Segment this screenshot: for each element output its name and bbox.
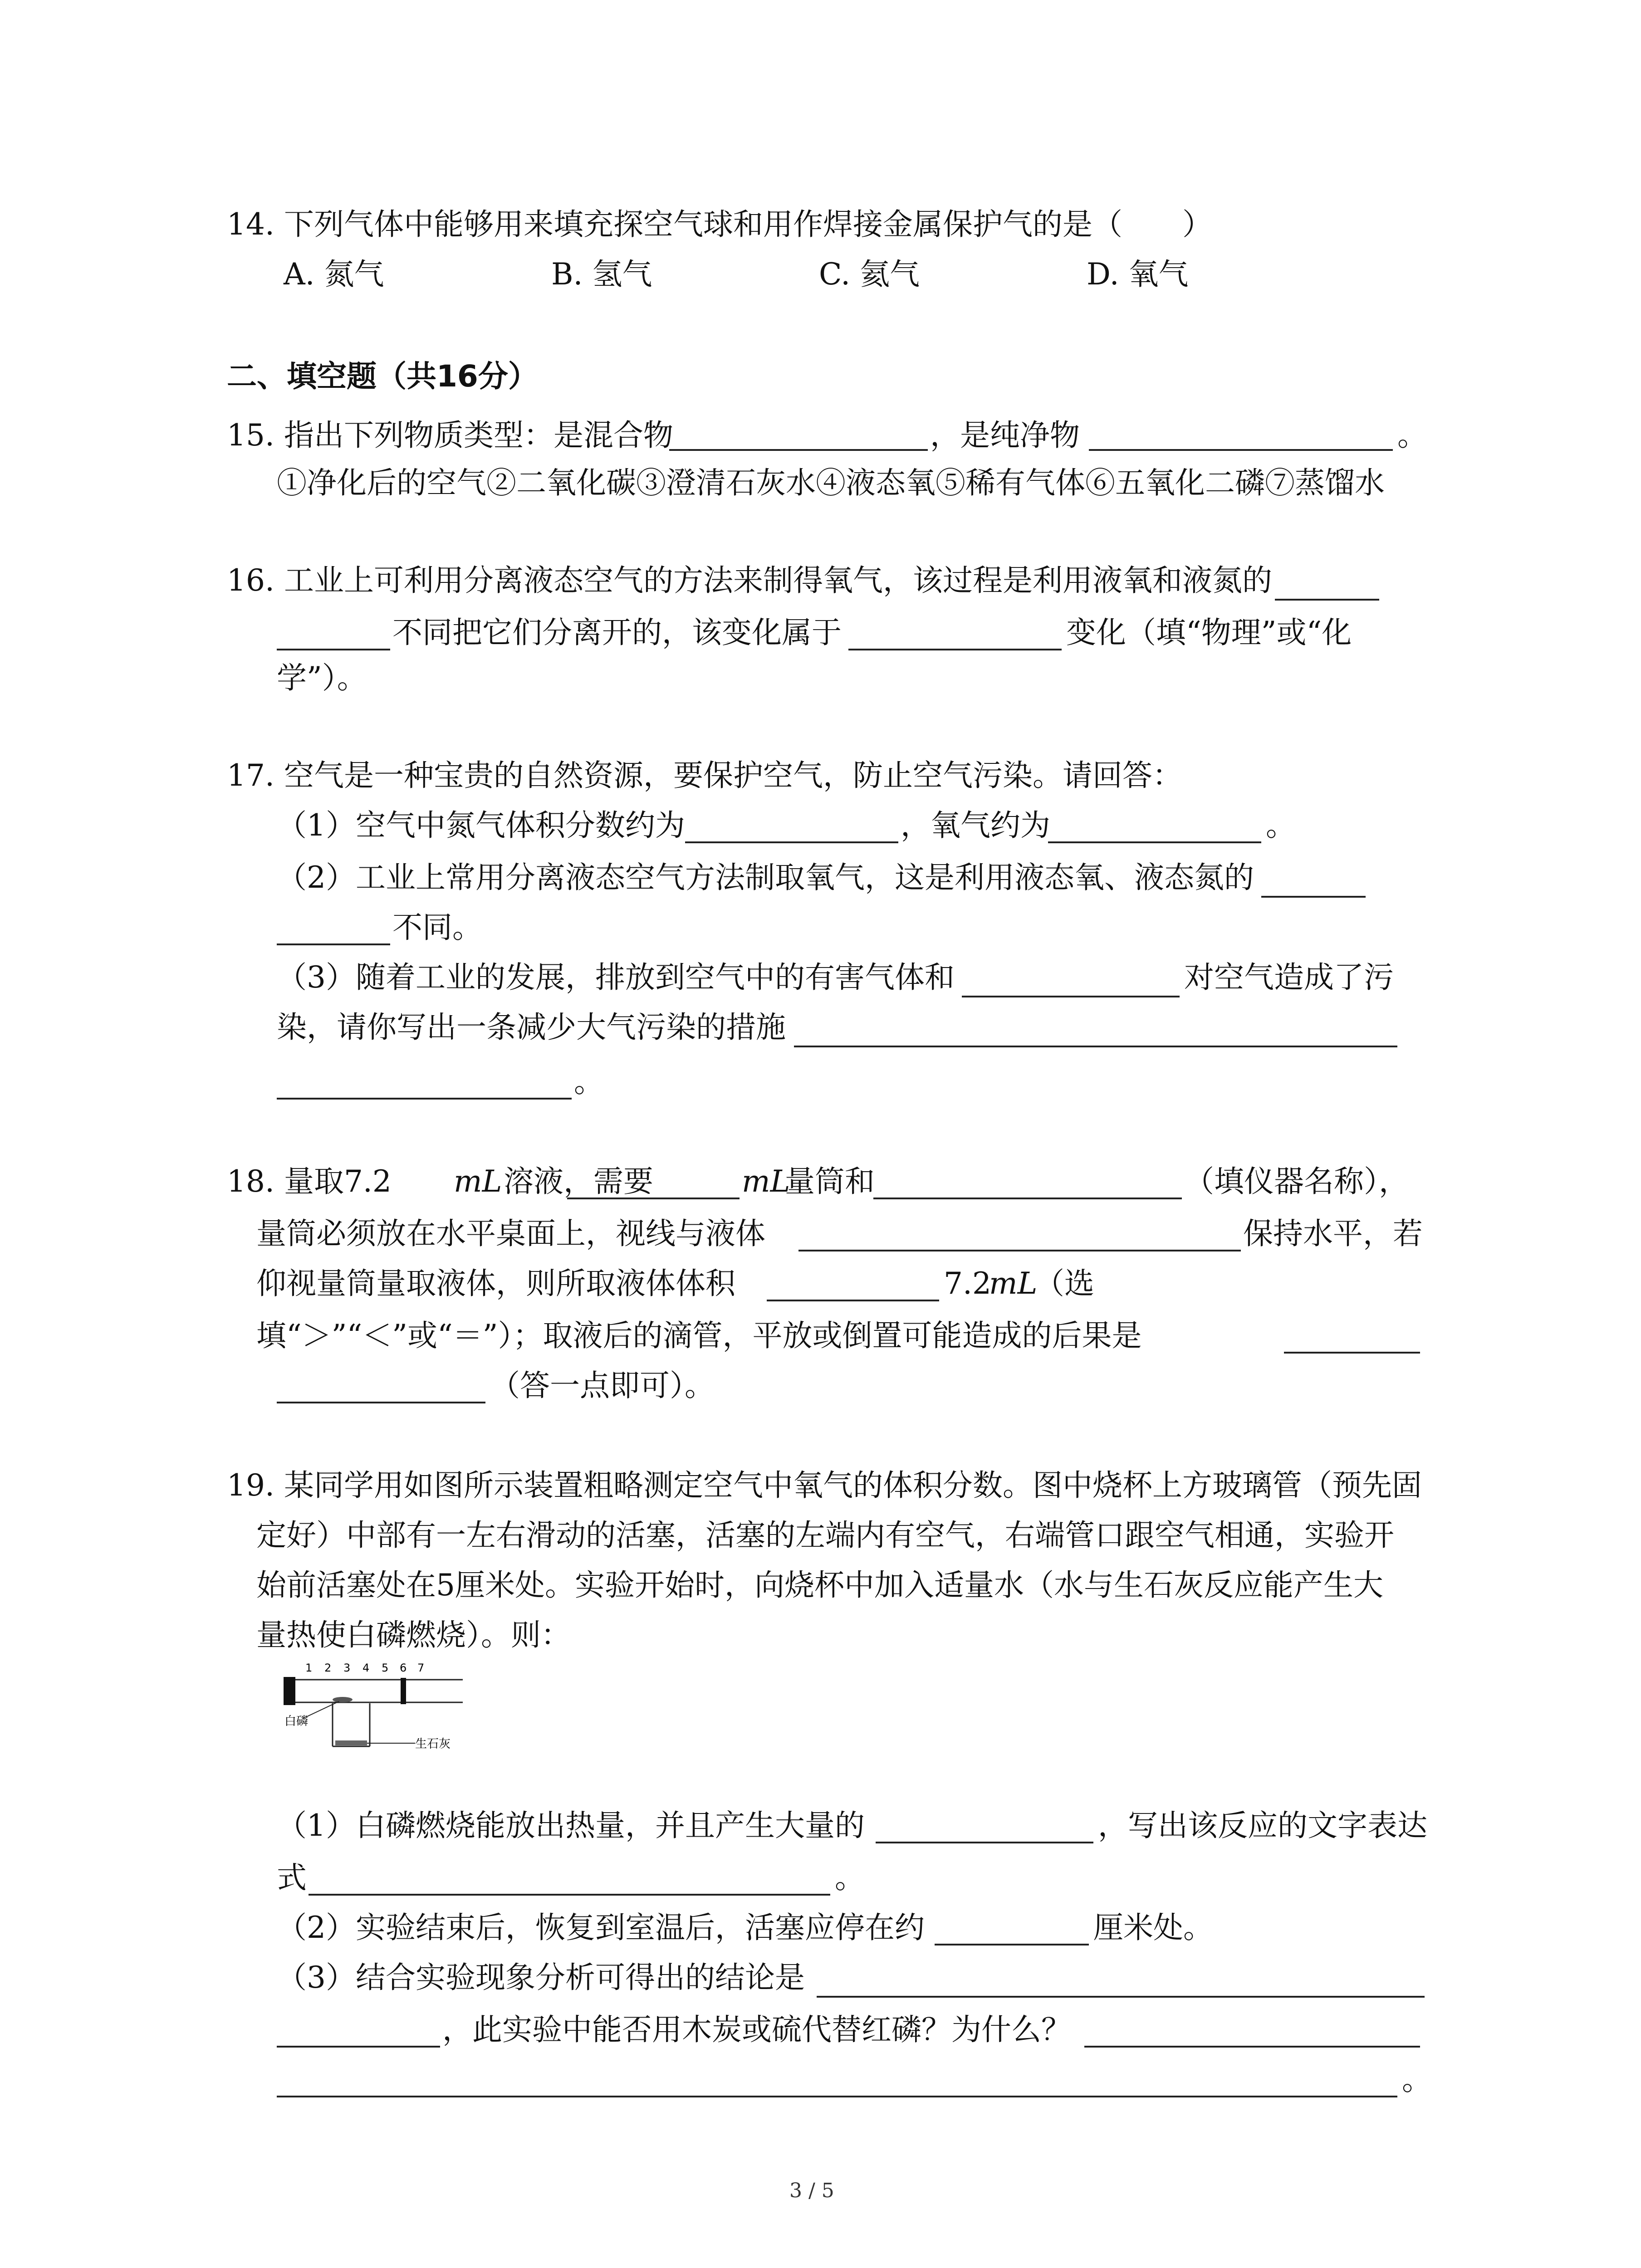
q18-unit-ml-2: mL xyxy=(742,1164,790,1199)
q16-line2b: 变化（填“物理”或“化 xyxy=(1066,615,1352,650)
q19-blank-smoke[interactable] xyxy=(876,1842,1093,1843)
q19-s2a: （2）实验结束后，恢复到室温后，活塞应停在约 xyxy=(277,1910,925,1945)
q19-s1b: ，写出该反应的文字表达 xyxy=(1098,1808,1427,1843)
q17-s3b: 对空气造成了污 xyxy=(1184,960,1394,995)
q17-s2a: （2）工业上常用分离液态空气方法制取氧气，这是利用液态氧、液态氮的 xyxy=(277,860,1254,895)
q18-blank-liquid[interactable] xyxy=(798,1250,1241,1251)
tick-4: 4 xyxy=(362,1662,370,1674)
q17-s1c: 。 xyxy=(1266,808,1296,843)
q19-line3: 始前活塞处在5厘米处。实验开始时，向烧杯中加入适量水（水与生石灰反应能产生大 xyxy=(256,1568,1383,1603)
piston xyxy=(401,1678,406,1704)
q19-line2: 定好）中部有一左右滑动的活塞，活塞的左端内有空气，右端管口跟空气相通，实验开 xyxy=(256,1518,1394,1553)
q18-l3a: 仰视量筒量取液体，则所取液体体积 xyxy=(256,1266,735,1301)
q17-blank-oxygen[interactable] xyxy=(1048,841,1261,843)
q18-l4a: 填“＞”“＜”或“＝”）；取液后的滴管，平放或倒置可能造成的后果是 xyxy=(256,1318,1142,1353)
q17-s3a: （3）随着工业的发展，排放到空气中的有害气体和 xyxy=(277,960,955,995)
q18-blank-consequence-a[interactable] xyxy=(1284,1352,1420,1354)
q17-line1: 17. 空气是一种宝贵的自然资源，要保护空气，防止空气污染。请回答： xyxy=(227,758,1182,793)
q16-line1: 16. 工业上可利用分离液态空气的方法来制得氧气，该过程是利用液氧和液氮的 xyxy=(227,563,1272,598)
q18-blank-consequence-b[interactable] xyxy=(277,1402,485,1403)
q18-l3b: 7.2 xyxy=(944,1266,991,1301)
label-quicklime: 生石灰 xyxy=(415,1737,451,1751)
q18-l1a: 18. 量取7.2 xyxy=(227,1164,392,1199)
q18-blank-compare[interactable] xyxy=(767,1300,939,1301)
q17-s1a: （1）空气中氮气体积分数约为 xyxy=(277,808,685,843)
q17-blank-nitrogen[interactable] xyxy=(685,841,898,843)
q19-s3c: 。 xyxy=(1402,2062,1432,2097)
q17-blank-3c[interactable] xyxy=(277,1098,572,1100)
q18-unit-ml-3: mL xyxy=(989,1266,1038,1301)
section-title: 二、填空题（共16分） xyxy=(227,359,538,394)
q19-line1: 19. 某同学用如图所示装置粗略测定空气中氧气的体积分数。图中烧杯上方玻璃管（预先固 xyxy=(227,1468,1422,1503)
q19-line4: 量热使白磷燃烧）。则： xyxy=(256,1618,571,1652)
q17-blank-3a[interactable] xyxy=(962,996,1180,997)
q18-blank-instrument[interactable] xyxy=(873,1198,1182,1199)
q19-s2b: 厘米处。 xyxy=(1093,1910,1213,1945)
q18-l1c: 量筒和 xyxy=(785,1164,875,1199)
q18-l5a: （答一点即可）。 xyxy=(490,1368,715,1403)
white-phosphorus-sample xyxy=(333,1697,353,1702)
tick-6: 6 xyxy=(400,1662,407,1674)
q19-s1c: 式 xyxy=(277,1860,307,1895)
tick-3: 3 xyxy=(343,1662,351,1674)
q19-s3a: （3）结合实验现象分析可得出的结论是 xyxy=(277,1960,805,1995)
q16-blank-1a[interactable] xyxy=(1275,599,1379,601)
q19-blank-reason-b[interactable] xyxy=(277,2096,1397,2097)
q17-s3d: 。 xyxy=(574,1064,604,1099)
q19-blank-position[interactable] xyxy=(935,1944,1089,1945)
q18-blank-cylinder[interactable] xyxy=(567,1198,740,1199)
q16-blank-2[interactable] xyxy=(848,649,1062,650)
q19-s3b: ，此实验中能否用木炭或硫代替红磷？为什么？ xyxy=(442,2012,1071,2047)
apparatus-figure xyxy=(279,1662,488,1753)
q15-blank-pure[interactable] xyxy=(1089,449,1393,451)
stopper xyxy=(284,1677,295,1705)
q15-blank-mixture[interactable] xyxy=(669,449,928,451)
label-white-phosphorus: 白磷 xyxy=(284,1715,309,1728)
q19-s1a: （1）白磷燃烧能放出热量，并且产生大量的 xyxy=(277,1808,865,1843)
q17-blank-3b[interactable] xyxy=(794,1046,1397,1047)
q14-option-c: C. 氦气 xyxy=(819,257,920,292)
q15-part1: 15. 指出下列物质类型：是混合物 xyxy=(227,418,673,453)
q18-l3c: （选 xyxy=(1034,1266,1094,1301)
q18-l2a: 量筒必须放在水平桌面上，视线与液体 xyxy=(256,1216,765,1251)
q19-s1d: 。 xyxy=(835,1860,865,1895)
q19-blank-equation[interactable] xyxy=(309,1894,830,1896)
q15-substances: ①净化后的空气②二氧化碳③澄清石灰水④液态氧⑤稀有气体⑥五氧化二磷⑦蒸馏水 xyxy=(277,465,1385,500)
q14-option-a: A. 氮气 xyxy=(284,257,384,292)
q16-line2a: 不同把它们分离开的，该变化属于 xyxy=(392,615,842,650)
q19-blank-conclusion-a[interactable] xyxy=(817,1996,1425,1998)
tick-7: 7 xyxy=(417,1662,425,1674)
q14-option-b: B. 氢气 xyxy=(551,257,652,292)
q16-blank-1b[interactable] xyxy=(277,649,390,650)
q18-unit-ml-1: mL xyxy=(454,1164,502,1199)
q15-part2: ，是纯净物 xyxy=(930,418,1080,453)
quicklime xyxy=(335,1740,367,1745)
tick-5: 5 xyxy=(382,1662,389,1674)
q17-blank-2a[interactable] xyxy=(1261,896,1366,898)
phosphorus-pointer xyxy=(306,1701,339,1717)
q18-l1b: 溶液，需要 xyxy=(504,1164,653,1199)
q17-s1b: ，氧气约为 xyxy=(901,808,1050,843)
q15-part3: 。 xyxy=(1397,418,1427,453)
q17-blank-2b[interactable] xyxy=(277,943,390,945)
q19-blank-conclusion-b[interactable] xyxy=(277,2046,440,2048)
q14-stem: 14. 下列气体中能够用来填充探空气球和用作焊接金属保护气的是（ ） xyxy=(227,207,1212,242)
tick-1: 1 xyxy=(305,1662,313,1674)
q18-l1d: （填仪器名称）， xyxy=(1184,1164,1409,1199)
q17-s3c: 染，请你写出一条减少大气污染的措施 xyxy=(277,1010,786,1045)
q17-s2b: 不同。 xyxy=(392,910,482,945)
q19-blank-reason-a[interactable] xyxy=(1084,2046,1420,2048)
q18-l2b: 保持水平，若 xyxy=(1243,1216,1423,1251)
page-number: 3 / 5 xyxy=(789,2179,834,2202)
tick-2: 2 xyxy=(324,1662,332,1674)
q16-line3: 学”）。 xyxy=(277,660,367,695)
q14-option-d: D. 氧气 xyxy=(1087,257,1189,292)
